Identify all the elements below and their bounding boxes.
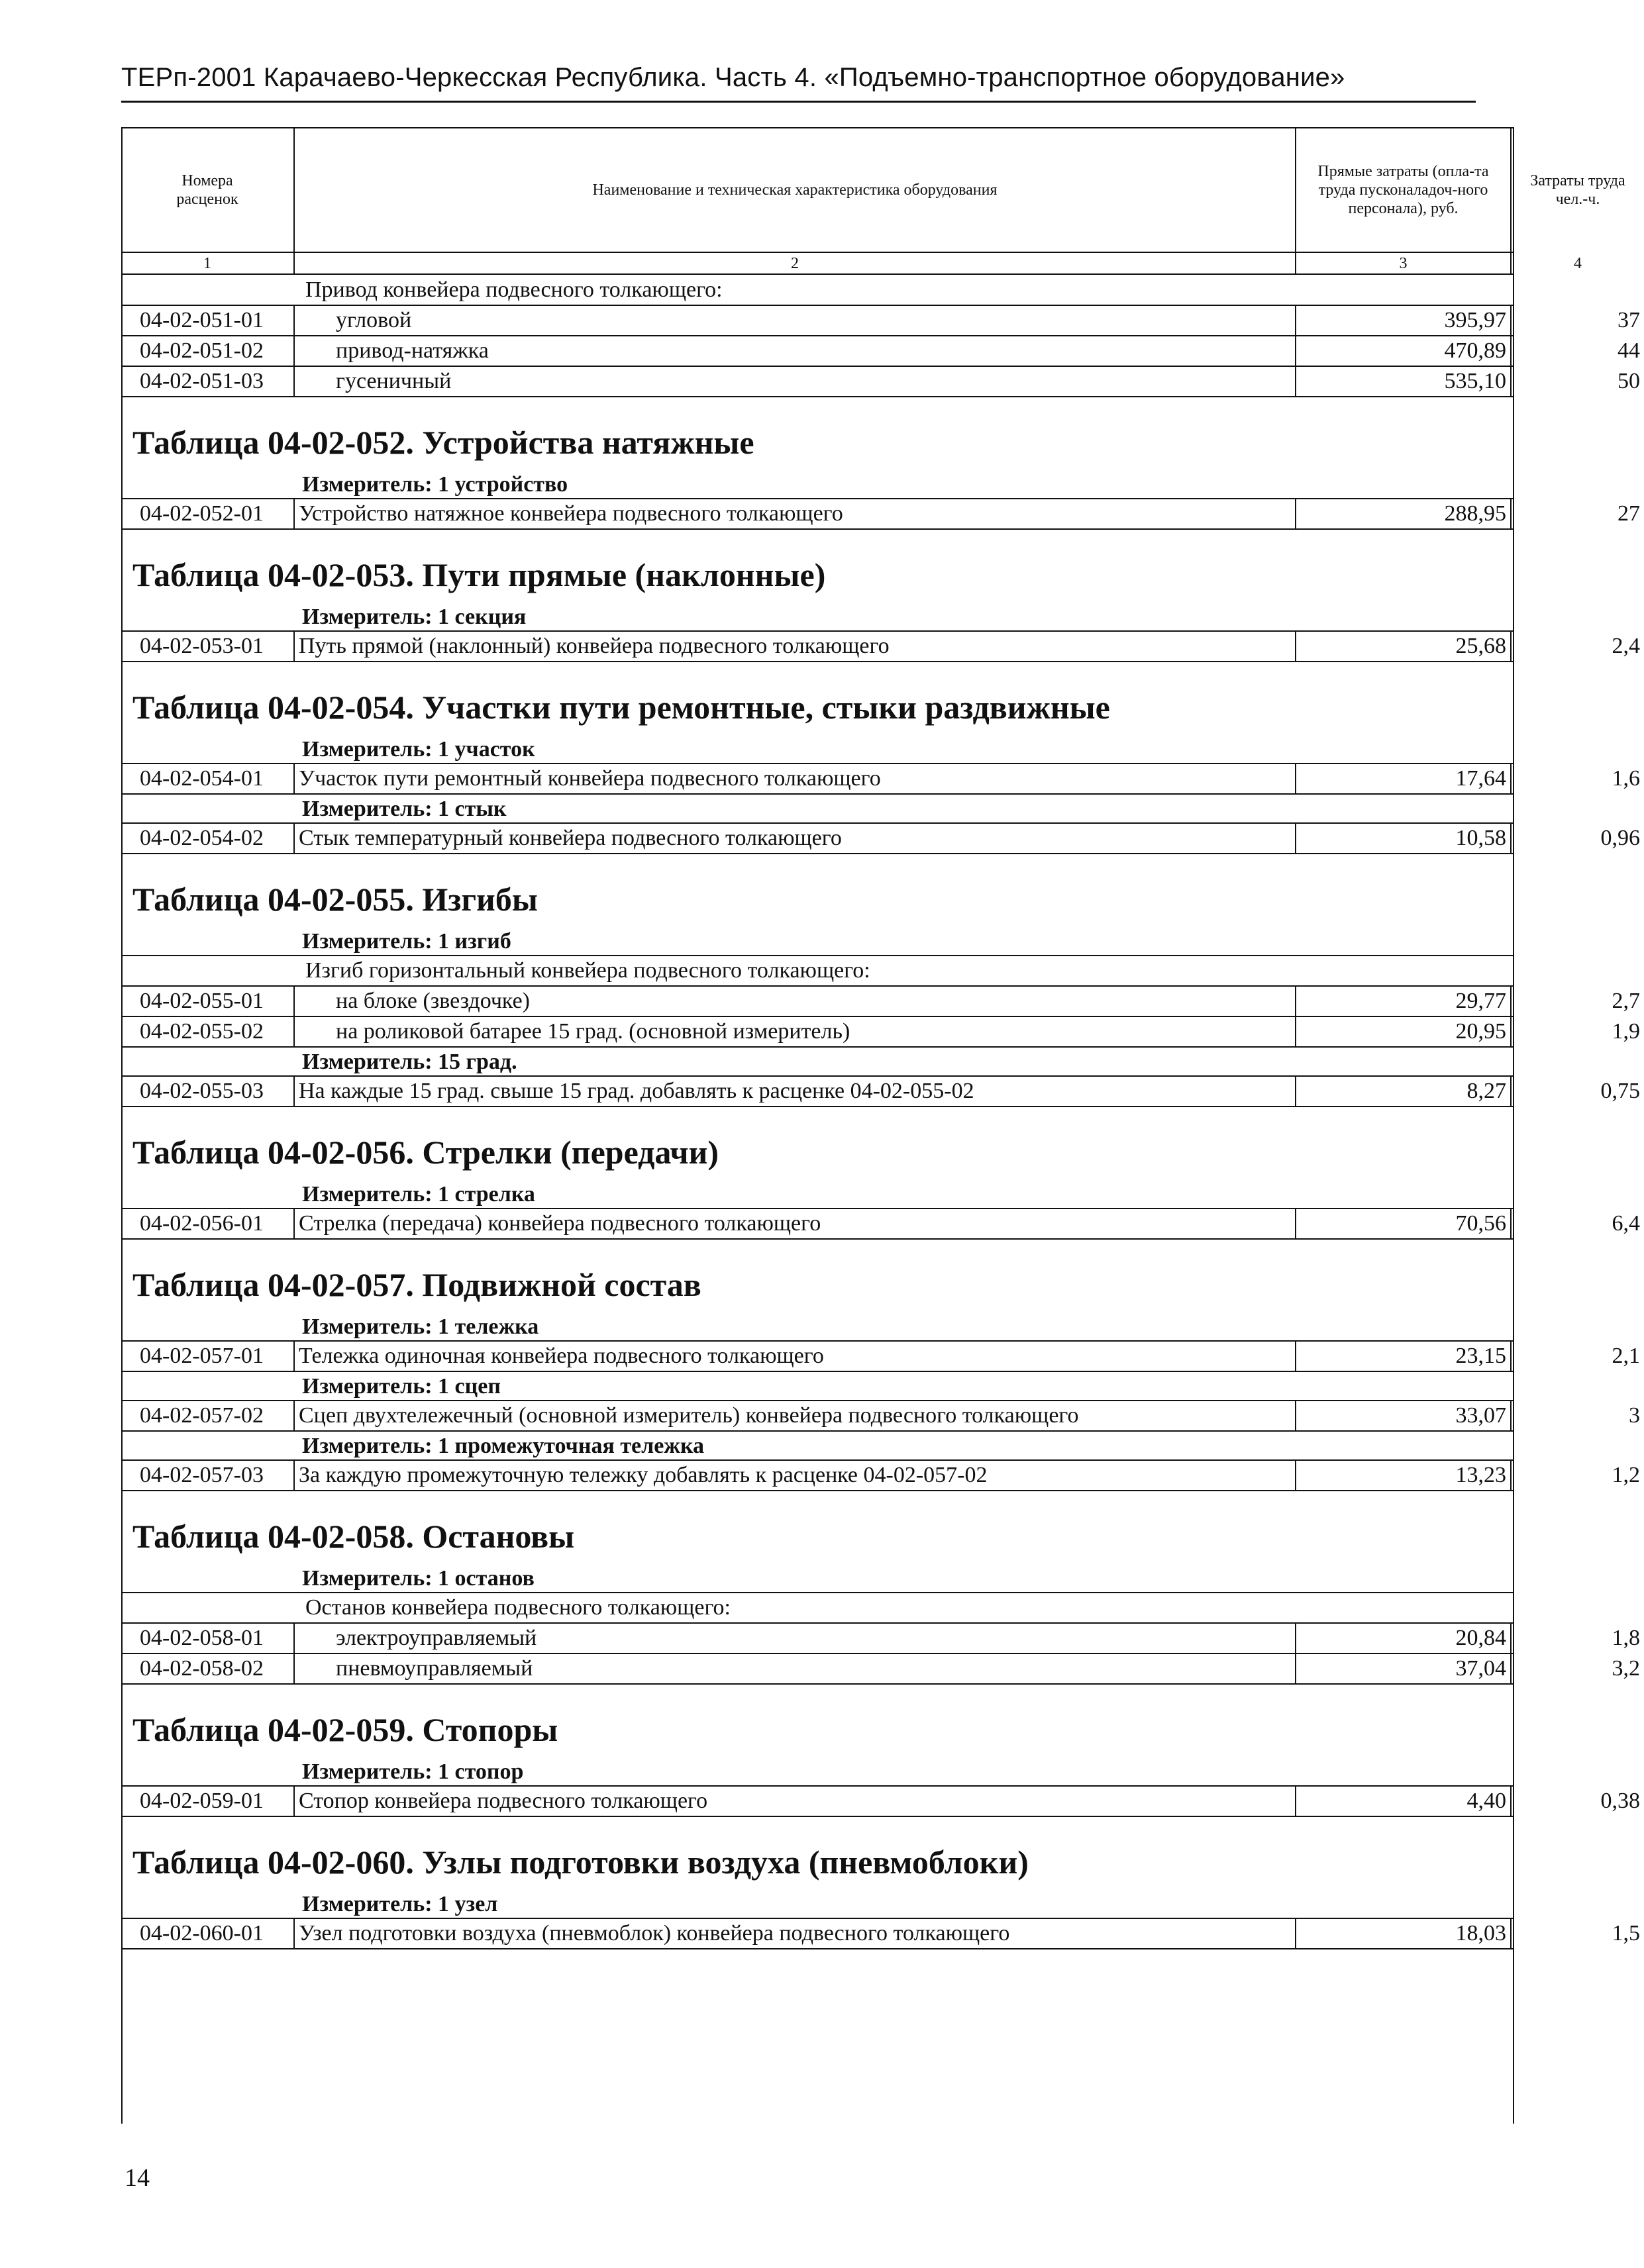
- table-row: [121, 1918, 1640, 1949]
- page-header: ТЕРп-2001 Карачаево-Черкесская Республика. Часть 4. «Подъемно-транспортное оборудование»: [121, 63, 1345, 92]
- measure-unit: Измеритель: 1 узел: [302, 1892, 498, 1916]
- group-heading: Останов конвейера подвесного толкающего:: [305, 1595, 731, 1620]
- equipment-name: электроуправляемый: [295, 1623, 1296, 1653]
- rate-code: 04-02-054-02: [121, 823, 295, 854]
- table-row: [121, 305, 1640, 336]
- direct-cost: 33,07: [1296, 1401, 1512, 1431]
- direct-cost: 70,56: [1296, 1208, 1512, 1239]
- table-row: [121, 499, 1640, 529]
- labor-cost: 1,5: [1612, 1921, 1640, 1946]
- measure-unit: Измеритель: 1 тележка: [302, 1314, 539, 1339]
- direct-cost: 10,58: [1296, 823, 1512, 854]
- direct-cost: 23,15: [1296, 1341, 1512, 1371]
- equipment-name: Стопор конвейера подвесного толкающего: [295, 1786, 1296, 1816]
- table-row: [121, 1653, 1640, 1684]
- rate-code: 04-02-053-01: [121, 631, 295, 662]
- labor-cost: 3: [1629, 1403, 1640, 1428]
- direct-cost: 18,03: [1296, 1918, 1512, 1949]
- labor-cost: 0,75: [1600, 1079, 1640, 1103]
- col-name-label: Наименование и техническая характеристика оборудования: [592, 181, 998, 199]
- row-rule: [121, 1683, 1514, 1685]
- direct-cost: 535,10: [1296, 366, 1512, 397]
- direct-cost: 4,40: [1296, 1786, 1512, 1816]
- measure-unit: Измеритель: 15 град.: [302, 1050, 517, 1074]
- labor-cost: 3,2: [1612, 1656, 1640, 1681]
- rate-code: 04-02-058-02: [121, 1653, 295, 1684]
- measure-unit: Измеритель: 1 сцеп: [302, 1374, 501, 1399]
- column-number-row: [121, 253, 1582, 275]
- row-rule: [121, 1948, 1514, 1949]
- direct-cost: 13,23: [1296, 1460, 1512, 1491]
- labor-cost: 37: [1618, 308, 1640, 332]
- col-num-4: 4: [1574, 255, 1582, 272]
- table-row: [121, 1401, 1640, 1431]
- table-title: Таблица 04-02-059. Стопоры: [132, 1711, 558, 1748]
- row-rule: [121, 1816, 1514, 1817]
- measure-unit: Измеритель: 1 стык: [302, 797, 507, 821]
- col-num-1: 1: [121, 253, 295, 275]
- rate-code: 04-02-060-01: [121, 1918, 295, 1949]
- equipment-name: Путь прямой (наклонный) конвейера подвесного толкающего: [295, 631, 1296, 662]
- direct-cost: 25,68: [1296, 631, 1512, 662]
- col-num-2: 2: [295, 253, 1296, 275]
- col-num-3: 3: [1296, 253, 1512, 275]
- labor-cost: 1,8: [1612, 1626, 1640, 1650]
- group-heading-row: [121, 956, 1514, 986]
- col-code-label: Номера расценок: [176, 172, 238, 208]
- equipment-name: Устройство натяжное конвейера подвесного толкающего: [295, 499, 1296, 529]
- labor-cost: 27: [1618, 501, 1640, 526]
- measure-unit: Измеритель: 1 участок: [302, 737, 535, 762]
- direct-cost: 20,95: [1296, 1016, 1512, 1047]
- rate-code: 04-02-055-03: [121, 1076, 295, 1107]
- table-row: [121, 764, 1640, 794]
- table-title: Таблица 04-02-057. Подвижной состав: [132, 1266, 701, 1303]
- page-number: 14: [125, 2164, 150, 2192]
- measure-unit: Измеритель: 1 устройство: [302, 472, 568, 497]
- group-heading: Изгиб горизонтальный конвейера подвесного толкающего:: [305, 958, 870, 983]
- direct-cost: 395,97: [1296, 305, 1512, 336]
- table-title: Таблица 04-02-052. Устройства натяжные: [132, 424, 754, 461]
- labor-cost: 2,7: [1612, 989, 1640, 1013]
- table-header: [121, 127, 1625, 253]
- equipment-name: Тележка одиночная конвейера подвесного толкающего: [295, 1341, 1296, 1371]
- labor-cost: 1,2: [1612, 1463, 1640, 1487]
- table-title: Таблица 04-02-056. Стрелки (передачи): [132, 1134, 719, 1171]
- direct-cost: 20,84: [1296, 1623, 1512, 1653]
- direct-cost: 29,77: [1296, 986, 1512, 1016]
- table-title: Таблица 04-02-060. Узлы подготовки воздуха (пневмоблоки): [132, 1844, 1029, 1881]
- group-heading-row: [121, 275, 1514, 305]
- labor-cost: 0,96: [1600, 826, 1640, 850]
- rate-code: 04-02-051-03: [121, 366, 295, 397]
- table-title: Таблица 04-02-054. Участки пути ремонтные, стыки раздвижные: [132, 689, 1110, 726]
- rate-code: 04-02-054-01: [121, 764, 295, 794]
- table-row: [121, 986, 1640, 1016]
- group-heading-row: [121, 1593, 1514, 1623]
- rate-code: 04-02-057-02: [121, 1401, 295, 1431]
- rate-code: 04-02-055-01: [121, 986, 295, 1016]
- rate-code: 04-02-057-03: [121, 1460, 295, 1491]
- table-row: [121, 823, 1640, 854]
- table-row: [121, 1460, 1640, 1491]
- col-name-header: [295, 127, 1296, 253]
- measure-unit: Измеритель: 1 промежуточная тележка: [302, 1434, 705, 1458]
- equipment-name: Сцеп двухтележечный (основной измеритель) конвейера подвесного толкающего: [295, 1401, 1296, 1431]
- table-row: [121, 631, 1640, 662]
- equipment-name: гусеничный: [295, 366, 1296, 397]
- col-labor-header: [1512, 127, 1644, 253]
- labor-cost: 1,6: [1612, 766, 1640, 791]
- direct-cost: 17,64: [1296, 764, 1512, 794]
- table-row: [121, 336, 1640, 366]
- header-rule: [121, 101, 1476, 103]
- table-title: Таблица 04-02-055. Изгибы: [132, 881, 538, 918]
- row-rule: [121, 1490, 1514, 1491]
- labor-cost: 2,4: [1612, 634, 1640, 658]
- labor-cost: 0,38: [1600, 1789, 1640, 1813]
- equipment-name: пневмоуправляемый: [295, 1653, 1296, 1684]
- rate-code: 04-02-055-02: [121, 1016, 295, 1047]
- measure-unit: Измеритель: 1 секция: [302, 605, 527, 629]
- rate-code: 04-02-056-01: [121, 1208, 295, 1239]
- table-row: [121, 1076, 1640, 1107]
- col-code-header: [121, 127, 295, 253]
- measure-unit: Измеритель: 1 останов: [302, 1566, 535, 1591]
- rate-code: 04-02-058-01: [121, 1623, 295, 1653]
- table-row: [121, 1623, 1640, 1653]
- labor-cost: 6,4: [1612, 1211, 1640, 1236]
- equipment-name: На каждые 15 град. свыше 15 град. добавлять к расценке 04-02-055-02: [295, 1076, 1296, 1107]
- labor-cost: 50: [1618, 369, 1640, 393]
- rate-code: 04-02-052-01: [121, 499, 295, 529]
- direct-cost: 37,04: [1296, 1653, 1512, 1684]
- rate-code: 04-02-051-02: [121, 336, 295, 366]
- table-title: Таблица 04-02-058. Остановы: [132, 1518, 575, 1555]
- equipment-name: на роликовой батарее 15 град. (основной измеритель): [295, 1016, 1296, 1047]
- measure-unit: Измеритель: 1 стопор: [302, 1759, 524, 1784]
- measure-unit: Измеритель: 1 стрелка: [302, 1182, 535, 1207]
- table-row: [121, 1016, 1640, 1047]
- equipment-name: За каждую промежуточную тележку добавлять к расценке 04-02-057-02: [295, 1460, 1296, 1491]
- equipment-name: привод-натяжка: [295, 336, 1296, 366]
- table-row: [121, 366, 1640, 397]
- col-cost-header: [1296, 127, 1512, 253]
- rate-code: 04-02-051-01: [121, 305, 295, 336]
- col-labor-label: Затраты труда чел.-ч.: [1530, 172, 1625, 208]
- direct-cost: 288,95: [1296, 499, 1512, 529]
- table-title: Таблица 04-02-053. Пути прямые (наклонные): [132, 556, 826, 593]
- direct-cost: 470,89: [1296, 336, 1512, 366]
- table-row: [121, 1341, 1640, 1371]
- rate-code: 04-02-057-01: [121, 1341, 295, 1371]
- equipment-name: угловой: [295, 305, 1296, 336]
- labor-cost: 1,9: [1612, 1019, 1640, 1044]
- labor-cost: 2,1: [1612, 1344, 1640, 1368]
- labor-cost: 44: [1618, 338, 1640, 363]
- equipment-name: Участок пути ремонтный конвейера подвесного толкающего: [295, 764, 1296, 794]
- table-row: [121, 1786, 1640, 1816]
- row-rule: [121, 396, 1514, 397]
- row-rule: [121, 1238, 1514, 1240]
- row-rule: [121, 528, 1514, 530]
- equipment-name: Стык температурный конвейера подвесного толкающего: [295, 823, 1296, 854]
- equipment-name: Узел подготовки воздуха (пневмоблок) конвейера подвесного толкающего: [295, 1918, 1296, 1949]
- equipment-name: на блоке (звездочке): [295, 986, 1296, 1016]
- equipment-name: Стрелка (передача) конвейера подвесного толкающего: [295, 1208, 1296, 1239]
- row-rule: [121, 661, 1514, 662]
- col-cost-label: Прямые затраты (опла-та труда пусконаладоч-ного персонала), руб.: [1317, 163, 1489, 217]
- direct-cost: 8,27: [1296, 1076, 1512, 1107]
- rate-code: 04-02-059-01: [121, 1786, 295, 1816]
- row-rule: [121, 1106, 1514, 1107]
- group-heading: Привод конвейера подвесного толкающего:: [305, 277, 723, 302]
- row-rule: [121, 853, 1514, 854]
- table-row: [121, 1208, 1640, 1239]
- measure-unit: Измеритель: 1 изгиб: [302, 929, 511, 954]
